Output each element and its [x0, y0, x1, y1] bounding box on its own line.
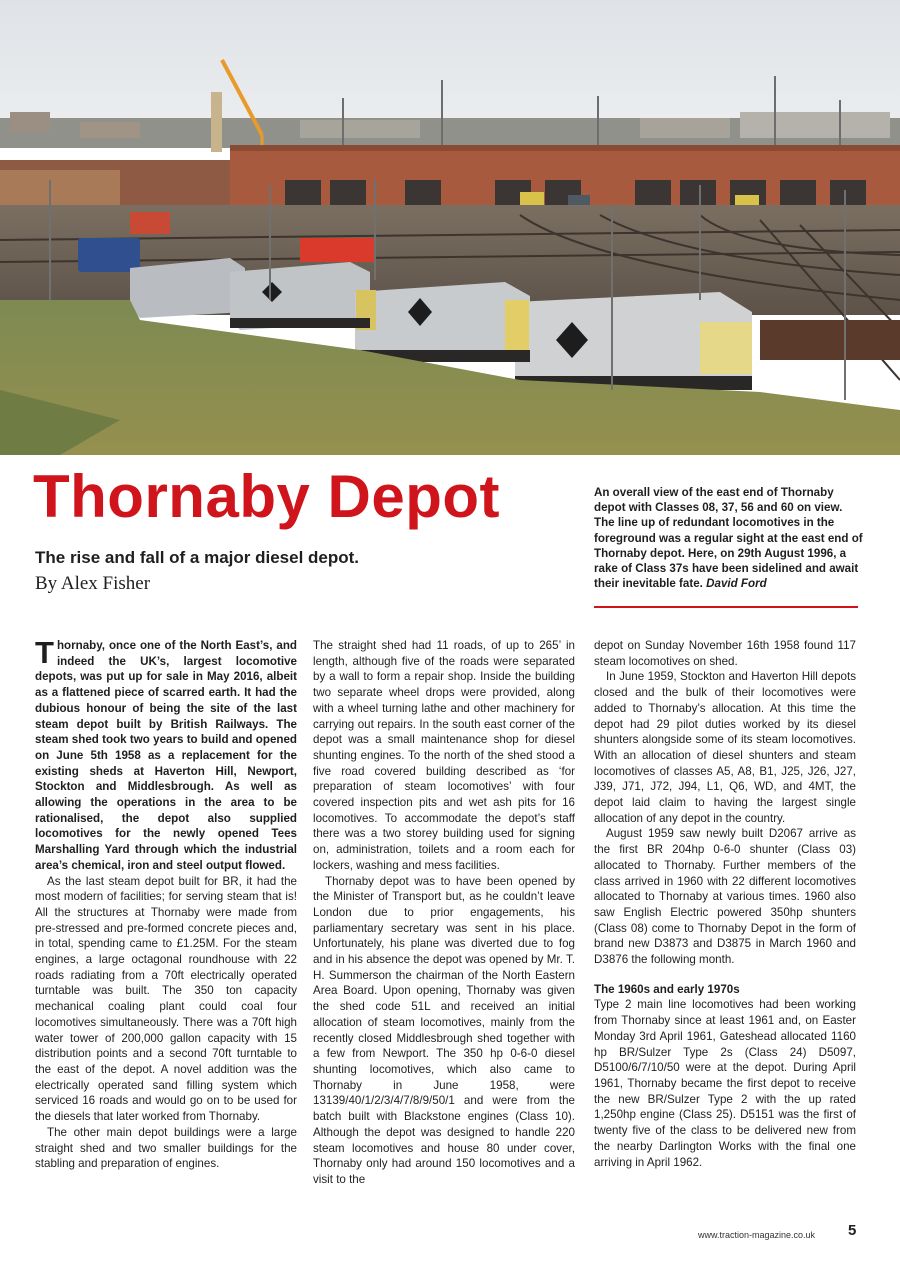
- depot-photo: [0, 0, 900, 455]
- body-paragraph: As the last steam depot built for BR, it had the most modern of facilities; for serving steam that is! All the structures at Thornaby were made from pre-stressed and pre-formed concrete pieces and, in total, spending came to £1.25M. For the steam engines, a large octagonal roundhouse with 22 roads radiating from a 70ft electrically operated turntable was built. The 350 ton capacity mechanical coaling plant could coal four locomotives simultaneously. There was a 70ft high water tower of 200,000 gallon capacity with 15 distribution points and a second 70ft turntable to the east of the depot. A novel addition was the electrically operated sand filling system which serviced 16 roads and would go on to be used for the diesels that later worked from Thornaby.: [35, 874, 297, 1124]
- body-column-3: [594, 638, 856, 1170]
- red-containers: [300, 238, 375, 262]
- body-paragraph: The other main depot buildings were a large straight shed and two smaller buildings for the stabling and preparation of engines.: [35, 1125, 297, 1171]
- lead-text: hornaby, once one of the North East’s, and indeed the UK’s, largest locomotive depots, was put up for sale in May 2016, albeit as a flattened piece of scarred earth. It had the dubious honour of being the site of the last steam depot built by British Railways. The steam shed took two years to build and opened on June 5th 1958 as a replacement for the existing sheds at Haverton Hill, Newport, Stockton and Middlesbrough. As well as allowing the operations in the area to be rationalised, the depot also supplied locomotives for the newly opened Tees Marshalling Yard through which the industrial area’s chemical, iron and steel output flowed.: [35, 639, 297, 872]
- body-paragraph: The straight shed had 11 roads, of up to 265’ in length, although five of the roads were separated by a wall to form a repair shop. Inside the building two separate wheel drops were provided, along with a wheel turning lathe and other machinery for carrying out repairs. In the south east corner of the depot was a small maintenance shop for diesel shunting engines. To the north of the shed stood a five road covered building described as ‘for preparation of steam locomotives’ with four covered inspection pits and wet ash pits for 16 locomotives. To accommodate the depot’s staff there was a two storey building used for signing on, administration, toilets and a room each for lockers, washing and mess facilities.: [313, 639, 575, 872]
- depot-photo-illustration: [0, 0, 900, 455]
- caption-credit: David Ford: [706, 577, 767, 591]
- wagons: [760, 320, 900, 360]
- intro-paragraph: [35, 635, 297, 874]
- drop-cap: T: [35, 635, 54, 670]
- body-paragraph: depot on Sunday November 16th 1958 found 117 steam locomotives on shed.: [594, 639, 856, 668]
- body-paragraph: Thornaby depot was to have been opened by the Minister of Transport but, as he couldn’t leave London due to prior engagements, his parliamentary secretary was sent in his place. Unfortunately, his plane was diverted due to fog and in his absence the depot was opened by Mr. T. H. Summerson the chairman of the North Eastern Area Board. Upon opening, Thornaby was given the shed code 51L and received an initial allocation of steam locomotives, mainly from the recently closed Middlesbrough shed together with a few from Newport. The 350 hp 0-6-0 diesel shunting locomotives, which also came to Thornaby in June 1958, were 13139/40/1/2/3/4/7/8/9/50/1 and were from the batch built with Blackstone engines (Class 10). Although the depot was designed to handle 220 steam locomotives and house 80 under cover, Thornaby only had around 150 locomotives and a visit to the: [313, 874, 575, 1186]
- photo-caption: [594, 485, 866, 591]
- article-byline: By Alex Fisher: [35, 573, 151, 594]
- body-paragraph: August 1959 saw newly built D2067 arrive as the first BR 204hp 0-6-0 shunter (Class 03) allocated to Thornaby. Further members of the class arrived in 1960 with 22 different locomotives allocated to Thornaby at various times. 1960 also saw English Electric powered 350hp shunters (Class 08) come to Thornaby Depot in the form of brand new D3873 and D3875 in March 1960 and D3876 the following month.: [594, 827, 856, 967]
- caption-text: An overall view of the east end of Thornaby depot with Classes 08, 37, 56 and 60 on view. The line up of redundant locomotives in the foreground was a regular sight at the east end of Thornaby depot. Here, on 29th August 1996, a rake of Class 37s have been sidelined and await their inevitable fate.: [594, 486, 863, 591]
- article-title: Thornaby Depot: [33, 463, 500, 530]
- body-paragraph: Type 2 main line locomotives had been working from Thornaby since at least 1961 and, on Easter Monday 3rd April 1961, Gateshead allocated 1160 hp BR/Sulzer Type 2s (Class 24) D5097, D5100/6/7/10/50 were at the depot. During April 1961, Thornaby became the first depot to receive the new BR/Sulzer Type 2 with the up rated 1,250hp engine (Class 25). D5151 was the first of twenty five of the class to be delivered new from the nearby Darlington Works with the final one arriving in April 1962.: [594, 998, 856, 1169]
- body-paragraph: In June 1959, Stockton and Haverton Hill depots closed and the bulk of their locomotives were added to Thornaby’s allocation. At this time the depot had 29 pilot duties worked by its diesel shunters alongside some of its steam locomotives. With an allocation of diesel shunters and steam locomotives of classes A5, A8, B1, J25, J26, J27, J39, J71, J72, J94, L1, Q6, WD, and 4MT, the depot laid claim to having the largest single allocation of any depot in the country.: [594, 670, 856, 825]
- shunter-locomotive: [78, 238, 140, 272]
- article-subtitle: The rise and fall of a major diesel depot.: [35, 548, 360, 567]
- body-column-2: [313, 638, 575, 1188]
- caption-divider: [594, 606, 858, 608]
- section-heading: The 1960s and early 1970s: [594, 982, 740, 996]
- footer-url: www.traction-magazine.co.uk: [698, 1230, 816, 1240]
- body-column-1: [35, 635, 297, 1172]
- page-number: 5: [848, 1222, 857, 1239]
